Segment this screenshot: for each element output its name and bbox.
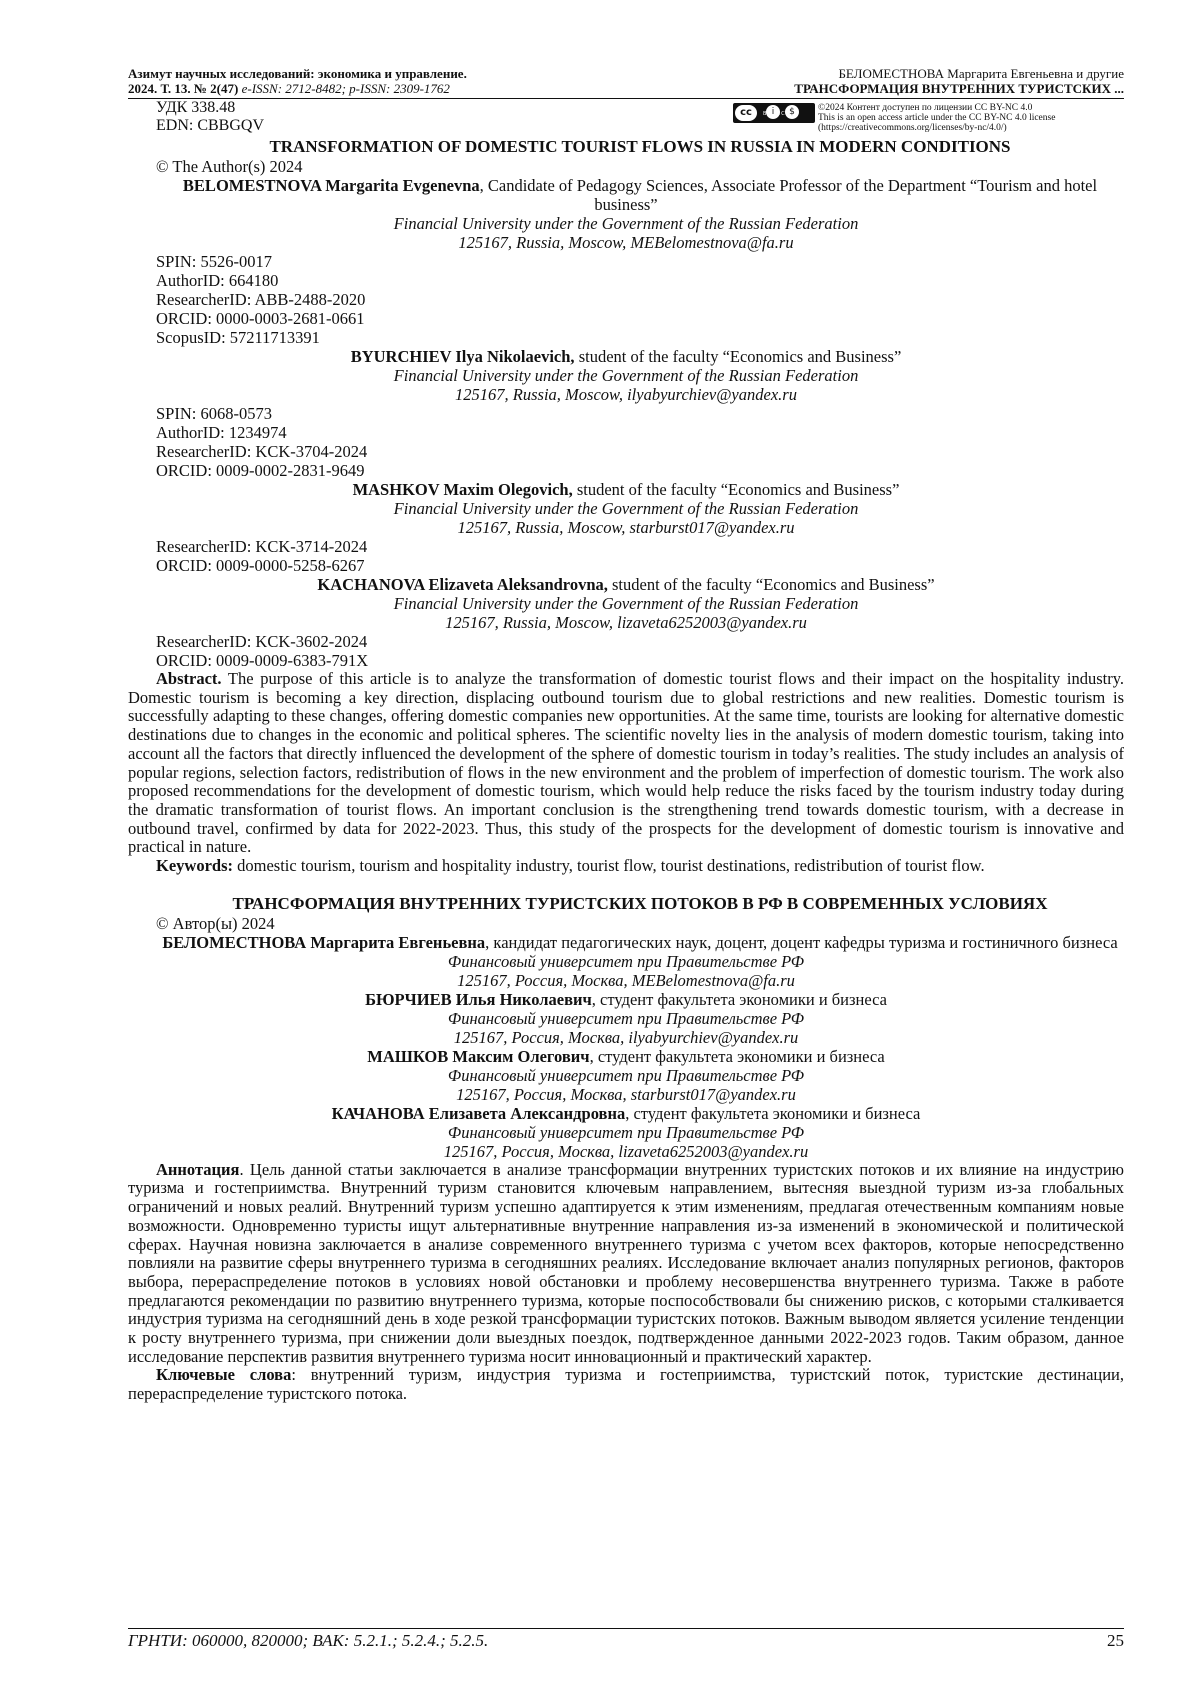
journal-issn: e-ISSN: 2712-8482; p-ISSN: 2309-1762 xyxy=(241,81,450,96)
by-icon: i xyxy=(766,105,780,119)
russian-copyright: © Автор(ы) 2024 xyxy=(156,913,275,933)
running-title xyxy=(794,66,1124,96)
nc-icon: $ xyxy=(785,105,799,119)
author-affiliation: Финансовый университет при Правительстве РФ xyxy=(447,1008,805,1028)
author-entry: BYURCHIEV Ilya Nikolaevich, student of the faculty “Economics and Business” xyxy=(350,347,902,366)
journal-info xyxy=(128,66,467,96)
article-page xyxy=(128,66,1124,1404)
cc-by-nc-badge: cc i $ BY NC xyxy=(733,103,815,123)
english-keywords: Keywords: domestic tourism, tourism and hospitality industry, tourist flow, tourist destinations, redistribution of tourist flow. xyxy=(156,856,985,876)
author-address: 125167, Россия, Москва, MEBelomestnova@fa.ru xyxy=(457,970,795,990)
author-affiliation: Financial University under the Government of the Russian Federation xyxy=(393,594,859,613)
author-entry: KACHANOVA Elizaveta Aleksandrovna, student of the faculty “Economics and Business” xyxy=(317,575,935,594)
author-ids: SPIN: 5526-0017 AuthorID: 664180 ResearcherID: ABB-2488-2020 ORCID: 0000-0003-2681-0661 ScopusID: 57211713391 xyxy=(156,252,366,347)
author-address: 125167, Россия, Москва, starburst017@yandex.ru xyxy=(456,1084,796,1104)
russian-keywords: Ключевые слова: внутренний туризм, индустрия туризма и гостеприимства, туристский поток, туристские дестинации, перераспределение туристского потока. xyxy=(128,1365,1125,1404)
russian-title: ТРАНСФОРМАЦИЯ ВНУТРЕННИХ ТУРИСТСКИХ ПОТОКОВ В РФ В СОВРЕМЕННЫХ УСЛОВИЯХ xyxy=(232,893,1048,913)
cc-icon: cc xyxy=(735,105,757,121)
journal-title: Азимут научных исследований: экономика и управление. xyxy=(128,66,467,81)
author-affiliation: Финансовый университет при Правительстве РФ xyxy=(447,951,805,971)
author-address: 125167, Russia, Moscow, starburst017@yandex.ru xyxy=(457,518,795,537)
author-ids: SPIN: 6068-0573 AuthorID: 1234974 ResearcherID: KCK-3704-2024 ORCID: 0009-0002-2831-9649 xyxy=(156,404,368,480)
license-link[interactable]: (https://creativecommons.org/licenses/by-nc/4.0/) xyxy=(818,123,1007,133)
page-number: 25 xyxy=(1107,1631,1124,1650)
running-authors: БЕЛОМЕСТНОВА Маргарита Евгеньевна и другие xyxy=(838,66,1124,81)
journal-issue: 2024. Т. 13. № 2(47) xyxy=(128,81,239,96)
author-entry: БЕЛОМЕСТНОВА Маргарита Евгеньевна, кандидат педагогических наук, доцент, доцент кафедры туризма и гостиничного бизнеса xyxy=(162,932,1118,952)
udk-code: УДК 338.48 xyxy=(156,99,236,116)
author-entry: БЮРЧИЕВ Илья Николаевич, студент факультета экономики и бизнеса xyxy=(365,989,887,1009)
edn-code: EDN: CBBGQV xyxy=(156,117,265,134)
author-affiliation: Financial University under the Government of the Russian Federation xyxy=(393,499,859,518)
author-address: 125167, Russia, Moscow, lizaveta6252003@yandex.ru xyxy=(445,613,807,632)
article-meta xyxy=(128,99,1124,137)
author-entry: МАШКОВ Максим Олегович, студент факультета экономики и бизнеса xyxy=(367,1046,885,1066)
author-ids: ResearcherID: KCK-3714-2024 ORCID: 0009-0000-5258-6267 xyxy=(156,537,368,575)
classification-codes: ГРНТИ: 060000, 820000; ВАК: 5.2.1.; 5.2.4.; 5.2.5. xyxy=(128,1631,489,1650)
author-affiliation: Финансовый университет при Правительстве РФ xyxy=(447,1065,805,1085)
author-ids: ResearcherID: KCK-3602-2024 ORCID: 0009-0009-6383-791X xyxy=(156,632,369,670)
license-block xyxy=(733,103,1055,133)
running-header xyxy=(128,66,1124,96)
author-address: 125167, Россия, Москва, lizaveta6252003@yandex.ru xyxy=(443,1141,809,1161)
author-address: 125167, Russia, Moscow, ilyabyurchiev@yandex.ru xyxy=(455,385,797,404)
author-entry: КАЧАНОВА Елизавета Александровна, студент факультета экономики и бизнеса xyxy=(331,1103,921,1123)
author-address: 125167, Russia, Moscow, MEBelomestnova@fa.ru xyxy=(458,233,794,252)
author-affiliation: Financial University under the Government of the Russian Federation xyxy=(393,214,859,233)
russian-abstract: Аннотация. Цель данной статьи заключается в анализе трансформации внутренних туристских потоков и их влияние на индустрию туризма и гостеприимства. Внутренний туризм становится ключевым направлением, вытесняя выездной туризм из-за глобальных ограничений и новых реалий. Внутренний туризм успешно адаптируется к этим изменениям, предлагая отечественным компаниям новые возможности. Одновременно туристы ищут альтернативные внутренние направления из-за изменений в экономической и политической сферах. Научная новизна заключается в анализе современного внутреннего туризма с учетом всех факторов, которые непосредственно повлияли на развитие сферы внутреннего туризма в сегодняшних реалиях. Исследование включает анализ популярных регионов, факторов выбора, перераспределение потоков в условиях новой обстановки и проблему несовершенства внутреннего туризма. Также в работе предлагаются рекомендации по развитию внутреннего туризма, которые поспособствовали бы снижению рисков, с которыми сталкивается индустрия туризма на сегодняшний день в ходе резкой трансформации туристских потоков. Важным выводом является усиление тенденции к росту внутреннего туризма, при снижении доли выездных поездок, подтвержденное данными 2022-2023 годов. Таким образом, данное исследование перспектив развития внутреннего туризма носит инновационный и практический характер. xyxy=(128,1159,1124,1366)
author-address: 125167, Россия, Москва, ilyabyurchiev@yandex.ru xyxy=(453,1027,799,1047)
running-article-title: ТРАНСФОРМАЦИЯ ВНУТРЕННИХ ТУРИСТСКИХ ... xyxy=(794,81,1124,96)
author-entry: BELOMESTNOVA Margarita Evgenevna, Candidate of Pedagogy Sciences, Associate Professor of the Department “Tourism and hotel business” xyxy=(182,176,1098,214)
author-affiliation: Financial University under the Government of the Russian Federation xyxy=(393,366,859,385)
license-text: ©2024 Контент доступен по лицензии CC BY-NC 4.0 This is an open access article under the CC BY-NC 4.0 license (https://creativecommons.org/licenses/by-nc/4.0/) xyxy=(818,103,1056,133)
english-title: TRANSFORMATION OF DOMESTIC TOURIST FLOWS IN RUSSIA IN MODERN CONDITIONS xyxy=(269,137,1011,156)
page-footer xyxy=(128,1628,1124,1651)
author-affiliation: Финансовый университет при Правительстве РФ xyxy=(447,1122,805,1142)
english-copyright: © The Author(s) 2024 xyxy=(156,157,303,176)
english-abstract: Abstract. The purpose of this article is to analyze the transformation of domestic tourist flows and their impact on the hospitality industry. Domestic tourism is becoming a key direction, displacing outbound tourism due to global restrictions and new realities. Domestic tourism is successfully adapting to these changes, offering domestic companies new opportunities. At the same time, tourists are looking for alternative domestic destinations due to changes in the economic and political spheres. The scientific novelty lies in the analysis of modern domestic tourism, taking into account all the factors that directly influenced the development of the sphere of domestic tourism in today’s realities. The study includes an analysis of popular regions, selection factors, redistribution of flows in the new environment and the problem of imperfection of domestic tourism. The work also proposed recommendations for the development of domestic tourism, which would help reduce the risks faced by the tourism industry today during the dramatic transformation of tourist flows. An important conclusion is the strengthening trend towards domestic tourism, with a decrease in outbound travel, confirmed by data for 2022-2023. Thus, this study of the prospects for the development of domestic tourism is innovative and practical in nature. xyxy=(128,669,1124,857)
author-entry: MASHKOV Maxim Olegovich, student of the faculty “Economics and Business” xyxy=(352,480,900,499)
